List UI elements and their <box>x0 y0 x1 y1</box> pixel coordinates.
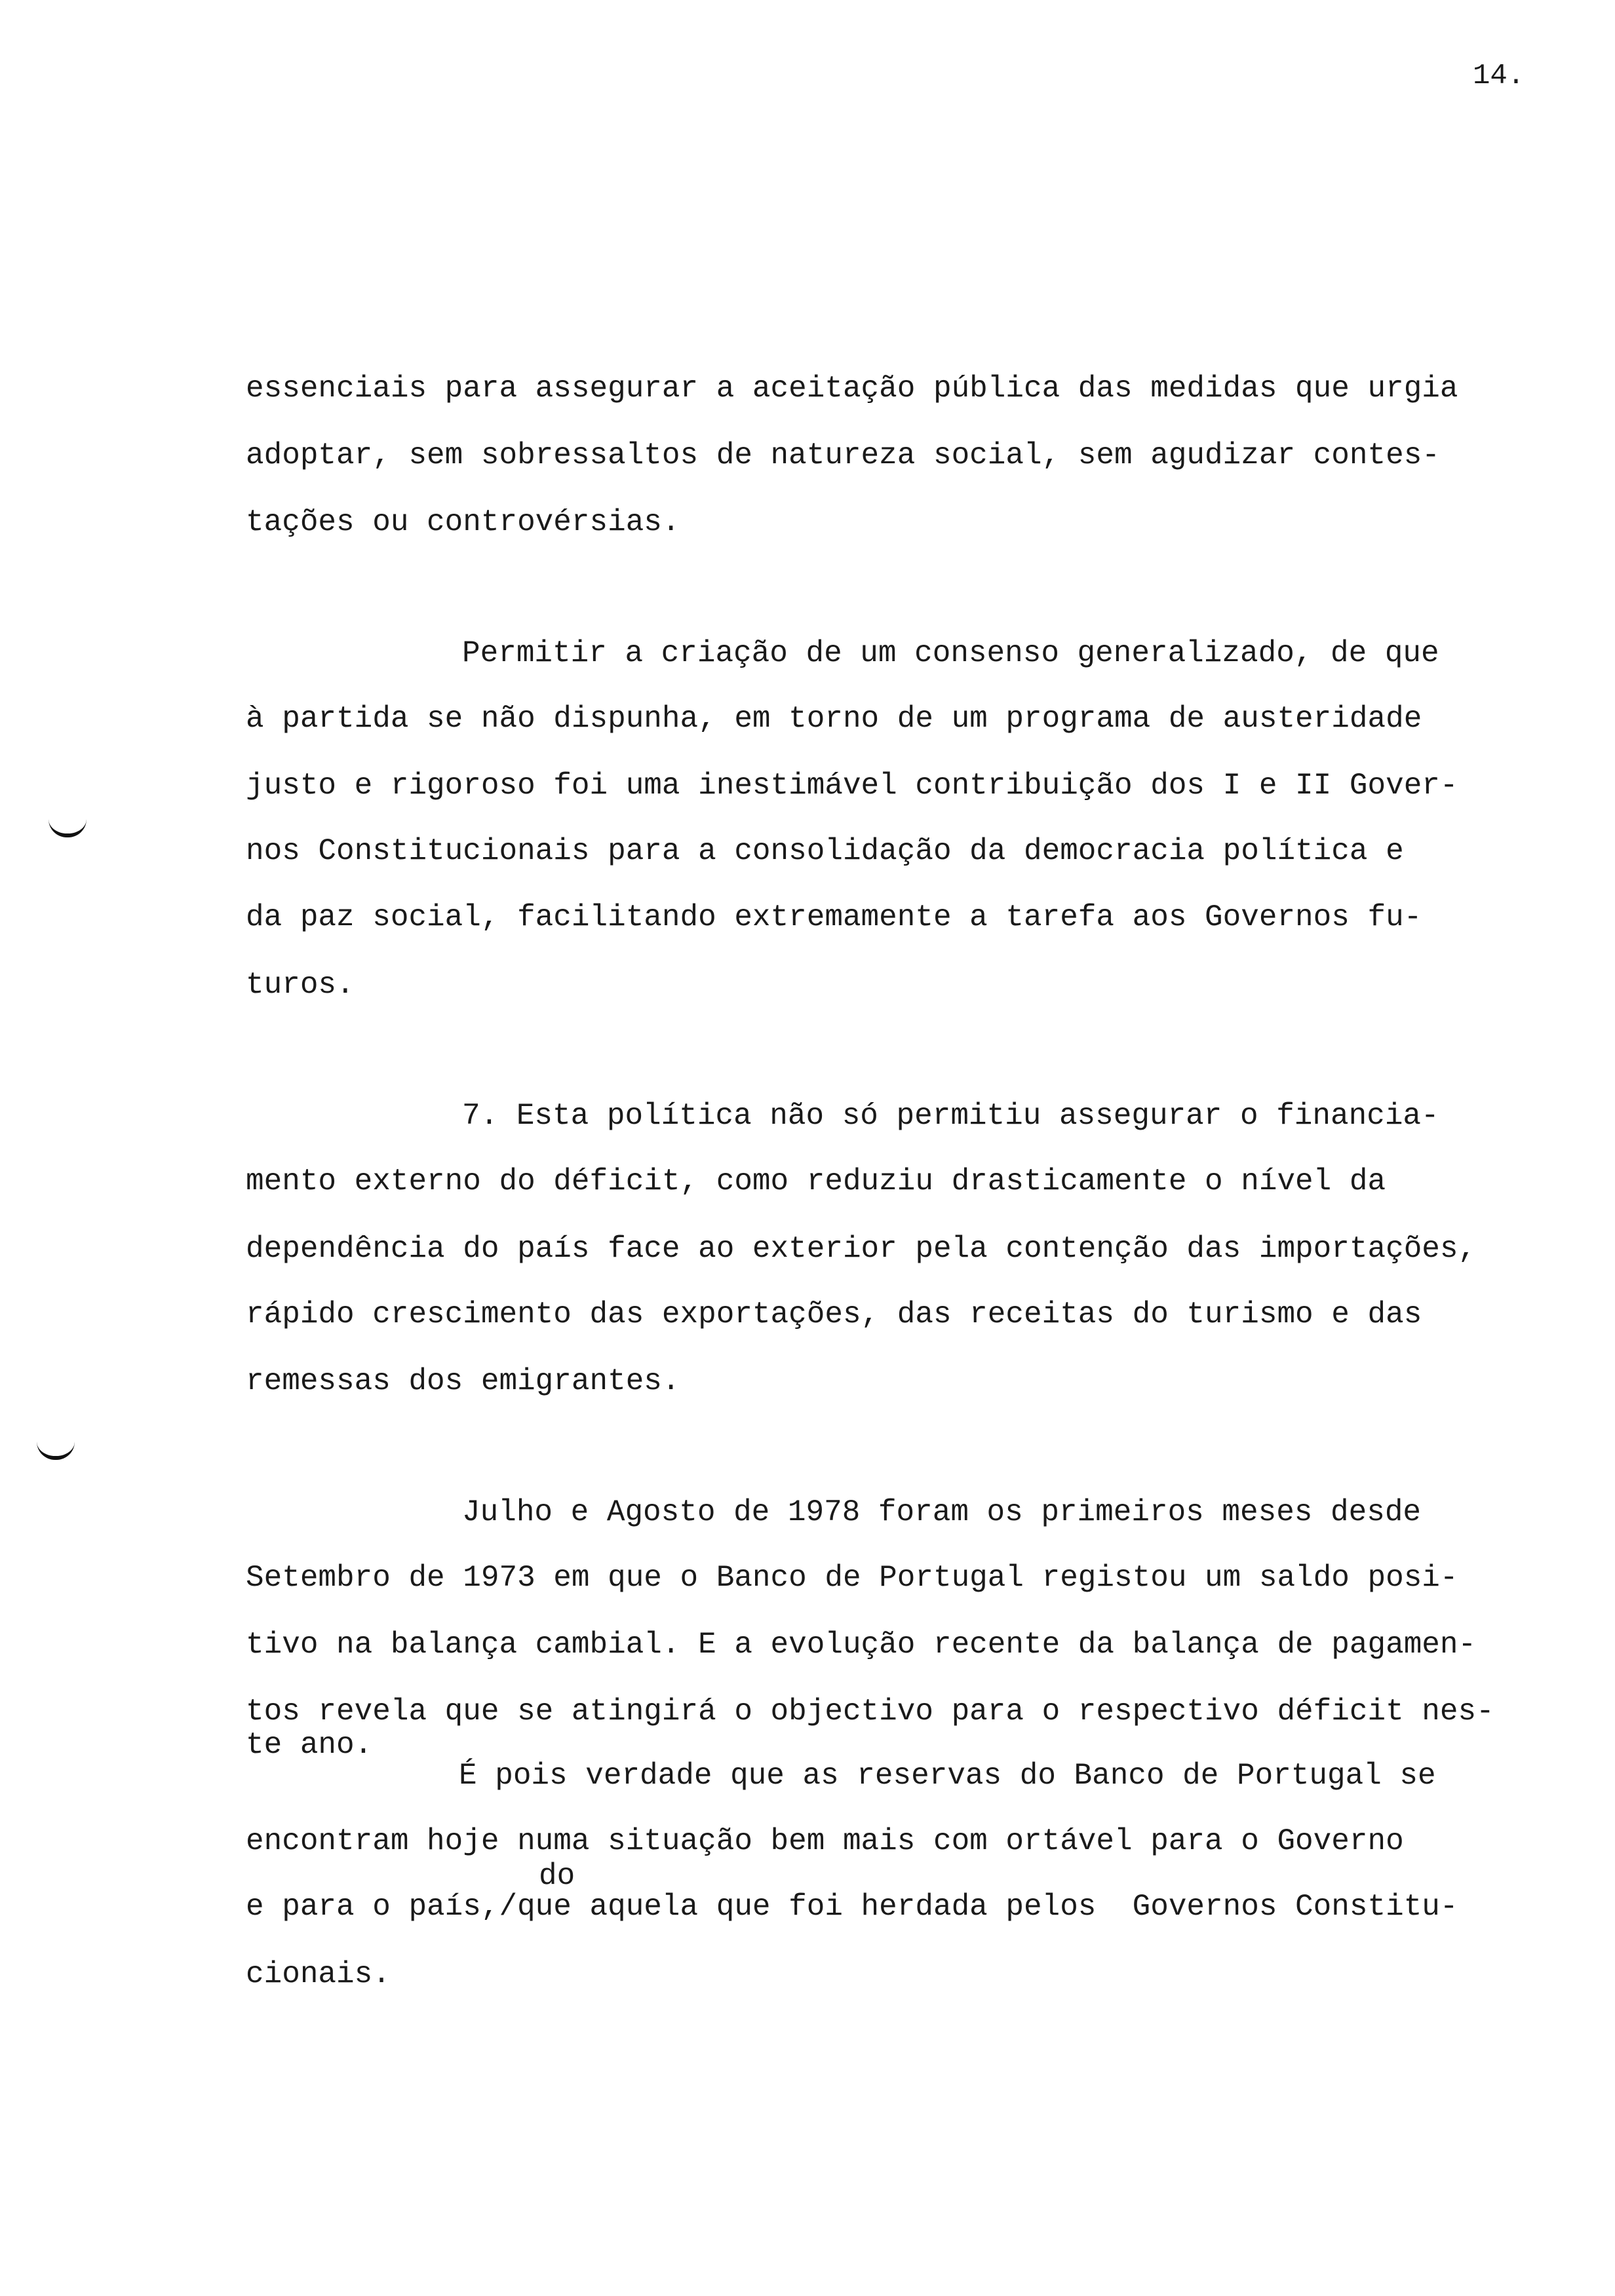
text-line: tações ou controvérsias. <box>246 505 680 539</box>
text-line: essenciais para assegurar a aceitação pública das medidas que urgia <box>246 372 1458 406</box>
text-line: tos revela que se atingirá o objectivo para o respectivo déficit nes- <box>246 1694 1494 1729</box>
text-line: te ano. <box>246 1728 373 1762</box>
text-line: cionais. <box>246 1957 391 1991</box>
text-line: encontram hoje numa situação bem mais com ortável para o Governo <box>246 1824 1404 1858</box>
text-line: Julho e Agosto de 1978 foram os primeiros meses desde <box>462 1495 1422 1529</box>
text-line: adoptar, sem sobressaltos de natureza social, sem agudizar contes- <box>246 438 1440 472</box>
inserted-word: do <box>539 1859 575 1893</box>
text-line: Setembro de 1973 em que o Banco de Portugal registou um saldo posi- <box>246 1561 1458 1595</box>
text-line: nos Constitucionais para a consolidação da democracia política e <box>246 834 1404 868</box>
page-number: 14. <box>1473 60 1525 92</box>
text-line: Permitir a criação de um consenso generalizado, de que <box>462 636 1439 670</box>
text-line: mento externo do déficit, como reduziu drasticamente o nível da <box>246 1164 1386 1198</box>
text-line: tivo na balança cambial. E a evolução recente da balança de pagamen- <box>246 1628 1477 1662</box>
text-line: dependência do país face ao exterior pela contenção das importações, <box>246 1232 1477 1266</box>
text-line: justo e rigoroso foi uma inestimável contribuição dos I e II Gover- <box>246 769 1458 803</box>
text-line: da paz social, facilitando extremamente a tarefa aos Governos fu- <box>246 900 1422 934</box>
margin-mark <box>37 1442 75 1460</box>
text-line: rápido crescimento das exportações, das receitas do turismo e das <box>246 1297 1422 1331</box>
text-line: remessas dos emigrantes. <box>246 1364 680 1398</box>
text-line: à partida se não dispunha, em torno de um programa de austeridade <box>246 702 1422 736</box>
text-line: É pois verdade que as reservas do Banco de Portugal se <box>459 1759 1436 1793</box>
text-line: 7. Esta política não só permitiu assegurar o financia- <box>462 1099 1439 1133</box>
margin-mark <box>49 819 87 837</box>
text-line: turos. <box>246 968 355 1002</box>
text-line: e para o país,/que aquela que foi herdada pelos Governos Constitu- <box>246 1890 1458 1924</box>
